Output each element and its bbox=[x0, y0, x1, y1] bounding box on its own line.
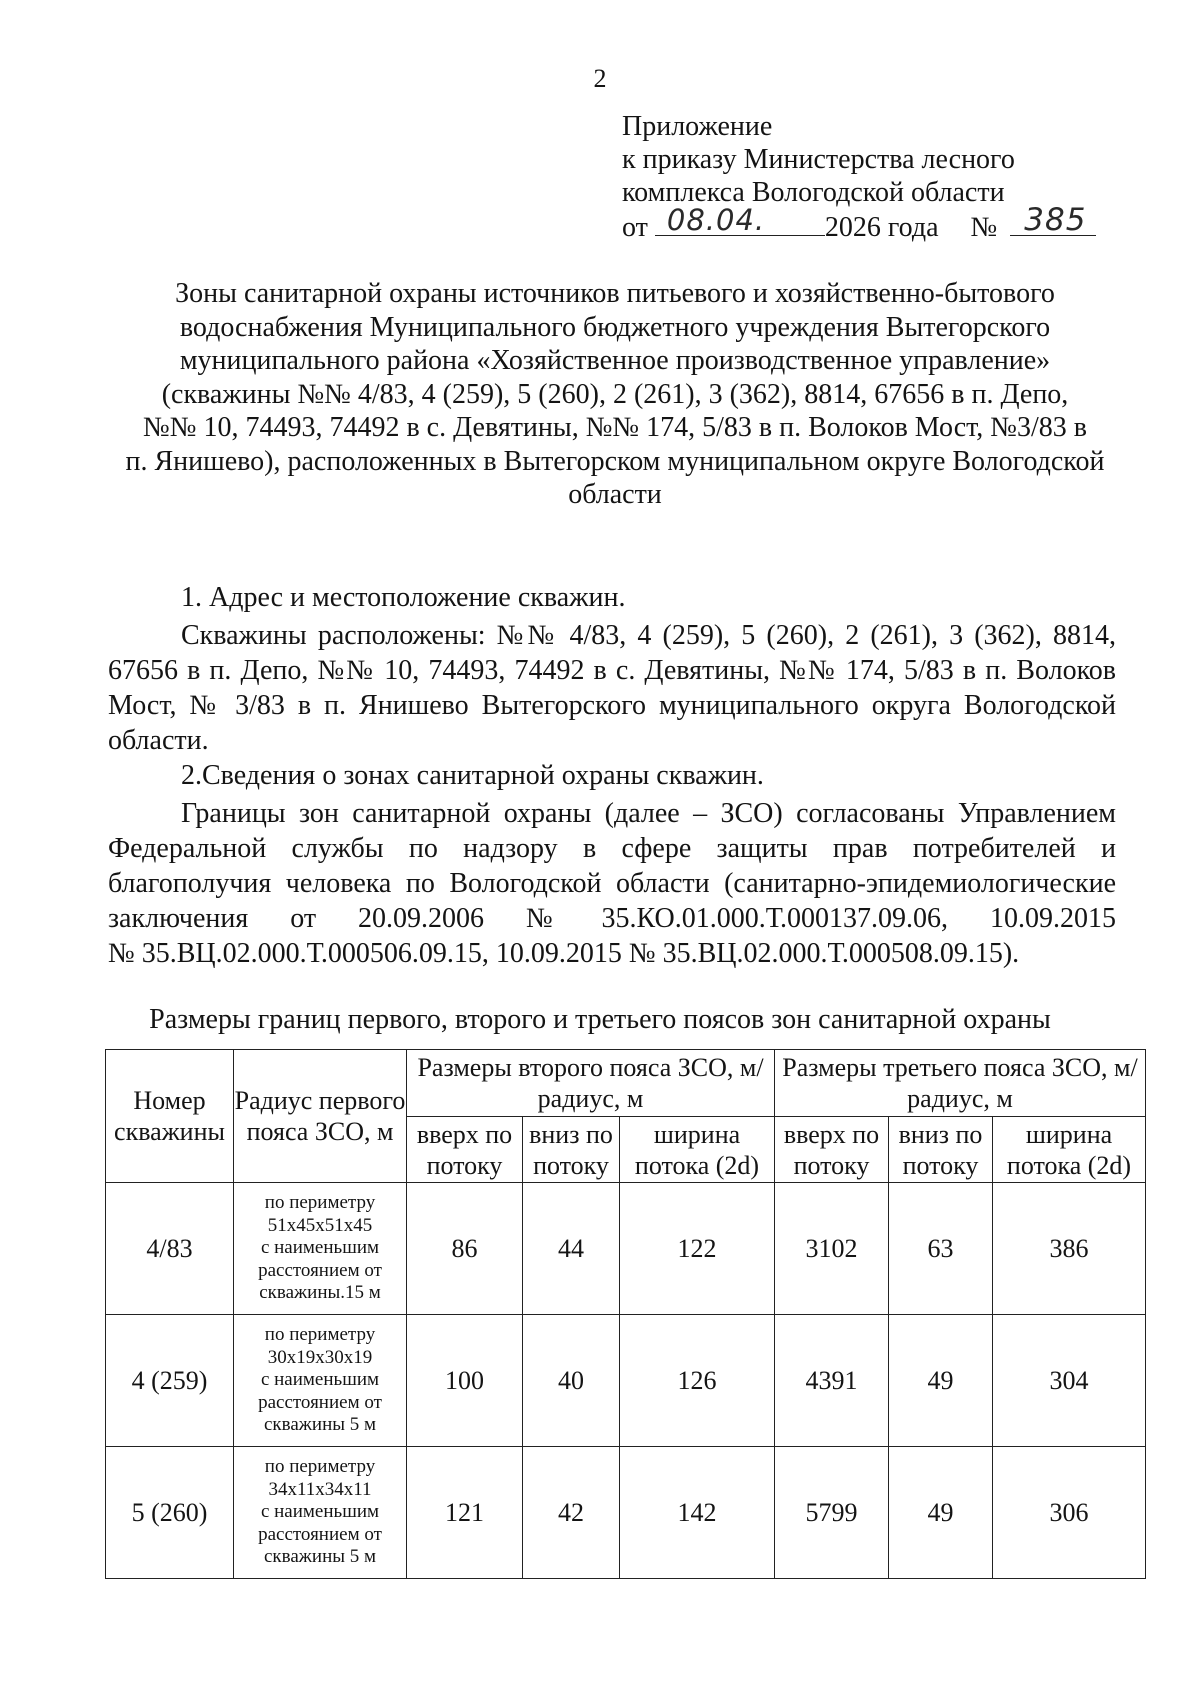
paragraph-line: № 35.ВЦ.02.000.Т.000506.09.15, 10.09.2015 № 35.ВЦ.02.000.Т.000508.09.15). bbox=[108, 938, 1020, 969]
cell-well: 4 (259) bbox=[106, 1315, 234, 1447]
title-line: №№ 10, 74493, 74492 в с. Девятины, №№ 174, 5/83 в п. Волоков Мост, №3/83 в bbox=[143, 412, 1087, 443]
paragraph-line: Границы зон санитарной охраны (далее – ЗСО) согласованы Управлением bbox=[181, 798, 1116, 829]
paragraph-line: Мост, № 3/83 в п. Янишево Вытегорского муниципального округа Вологодской bbox=[108, 690, 1116, 721]
header-second-belt: Размеры второго пояса ЗСО, м/радиус, м bbox=[407, 1050, 775, 1117]
cell-well: 4/83 bbox=[106, 1183, 234, 1315]
cell-down-3: 63 bbox=[889, 1183, 993, 1315]
title-line: муниципального района «Хозяйственное производственное управление» bbox=[179, 345, 1051, 376]
section1-heading-text: 1. Адрес и местоположение скважин. bbox=[181, 582, 626, 613]
year-text: 2026 года bbox=[824, 212, 939, 243]
title-line: п. Янишево), расположенных в Вытегорском муниципальном округе Вологодской bbox=[125, 445, 1105, 477]
header-up-stream-2: вверх по потоку bbox=[407, 1117, 523, 1183]
cell-line: по периметру bbox=[264, 1192, 376, 1214]
appendix-date-line bbox=[622, 202, 1096, 244]
cell-line: 30х19х30х19 bbox=[267, 1346, 373, 1368]
section2-heading bbox=[108, 758, 1116, 793]
paragraph-line: области. bbox=[108, 725, 209, 756]
header-stream-width-3: ширина потока (2d) bbox=[993, 1117, 1146, 1183]
paragraph-line: 67656 в п. Депо, №№ 10, 74493, 74492 в с. Девятины, №№ 174, 5/83 в п. Волоков bbox=[108, 655, 1116, 686]
cell-up-2: 121 bbox=[407, 1447, 523, 1579]
cell-up-3: 3102 bbox=[775, 1183, 889, 1315]
title-line: Зоны санитарной охраны источников питьевого и хозяйственно-бытового bbox=[175, 278, 1055, 309]
title-line: водоснабжения Муниципального бюджетного учреждения Вытегорского bbox=[179, 311, 1051, 343]
header-stream-width-2: ширина потока (2d) bbox=[620, 1117, 775, 1183]
table-row bbox=[106, 1183, 1146, 1315]
header-down-stream-2: вниз по потоку bbox=[523, 1117, 620, 1183]
header-up-stream-3: вверх по потоку bbox=[775, 1117, 889, 1183]
table-caption: Размеры границ первого, второго и третьего поясов зон санитарной охраны bbox=[149, 1004, 1051, 1035]
section2-heading-text: 2.Сведения о зонах санитарной охраны скважин. bbox=[181, 760, 764, 791]
paragraph-line: Скважины расположены: №№ 4/83, 4 (259), 5 (260), 2 (261), 3 (362), 8814, bbox=[181, 620, 1116, 651]
section1-paragraph bbox=[108, 618, 1116, 758]
cell-line: по периметру bbox=[264, 1324, 376, 1346]
cell-first-belt bbox=[234, 1183, 407, 1315]
paragraph-line: заключения от 20.09.2006 № 35.КО.01.000.Т.000137.09.06, 10.09.2015 bbox=[108, 903, 1116, 934]
cell-line: скважины.15 м bbox=[259, 1282, 381, 1304]
header-well-number: Номер скважины bbox=[106, 1050, 234, 1183]
number-sign: № bbox=[970, 212, 998, 243]
cell-well: 5 (260) bbox=[106, 1447, 234, 1579]
paragraph-line: благополучия человека по Вологодской области (санитарно-эпидемиологические bbox=[108, 868, 1116, 899]
title-line: области bbox=[568, 479, 662, 510]
appendix-ministry-line: комплекса Вологодской области bbox=[622, 177, 1005, 208]
section1-heading bbox=[108, 580, 1116, 615]
header-down-stream-3: вниз по потоку bbox=[889, 1117, 993, 1183]
table-row bbox=[106, 1447, 1146, 1579]
cell-width-3: 386 bbox=[993, 1183, 1146, 1315]
number-blank bbox=[1010, 202, 1096, 238]
appendix-title: Приложение bbox=[622, 111, 773, 142]
cell-width-2: 126 bbox=[620, 1315, 775, 1447]
cell-line: по периметру bbox=[264, 1456, 376, 1478]
cell-line: с наименьшим bbox=[260, 1501, 380, 1523]
cell-down-2: 40 bbox=[523, 1315, 620, 1447]
cell-line: скважины 5 м bbox=[263, 1546, 377, 1568]
section2-paragraph bbox=[108, 796, 1116, 971]
paragraph-line: Федеральной службы по надзору в сфере защиты прав потребителей и bbox=[108, 833, 1116, 864]
cell-up-2: 86 bbox=[407, 1183, 523, 1315]
cell-up-3: 4391 bbox=[775, 1315, 889, 1447]
zso-table bbox=[105, 1049, 1146, 1579]
cell-first-belt bbox=[234, 1447, 407, 1579]
table-row bbox=[106, 1315, 1146, 1447]
cell-line: расстоянием от bbox=[258, 1391, 382, 1413]
title-line: (скважины №№ 4/83, 4 (259), 5 (260), 2 (261), 3 (362), 8814, 67656 в п. Депо, bbox=[161, 378, 1069, 410]
cell-line: расстоянием от bbox=[258, 1259, 382, 1281]
date-blank bbox=[655, 203, 825, 237]
cell-width-3: 304 bbox=[993, 1315, 1146, 1447]
handwritten-date: 08.04. bbox=[666, 203, 766, 237]
cell-width-2: 122 bbox=[620, 1183, 775, 1315]
cell-line: с наименьшим bbox=[260, 1369, 380, 1391]
cell-first-belt bbox=[234, 1315, 407, 1447]
appendix-order-line: к приказу Министерства лесного bbox=[622, 144, 1015, 175]
cell-down-3: 49 bbox=[889, 1447, 993, 1579]
cell-up-2: 100 bbox=[407, 1315, 523, 1447]
cell-line: 34х11х34х11 bbox=[268, 1478, 372, 1500]
cell-width-2: 142 bbox=[620, 1447, 775, 1579]
cell-line: скважины 5 м bbox=[263, 1414, 377, 1436]
cell-down-3: 49 bbox=[889, 1315, 993, 1447]
cell-line: 51х45х51х45 bbox=[267, 1214, 373, 1236]
appendix-header bbox=[622, 110, 1096, 244]
cell-line: с наименьшим bbox=[260, 1237, 380, 1259]
header-first-belt-radius: Радиус первого пояса ЗСО, м bbox=[234, 1050, 407, 1183]
cell-down-2: 42 bbox=[523, 1447, 620, 1579]
cell-width-3: 306 bbox=[993, 1447, 1146, 1579]
cell-line: расстоянием от bbox=[258, 1523, 382, 1545]
cell-up-3: 5799 bbox=[775, 1447, 889, 1579]
cell-down-2: 44 bbox=[523, 1183, 620, 1315]
handwritten-number: 385 bbox=[1024, 202, 1087, 238]
from-prefix: от bbox=[622, 212, 648, 243]
header-third-belt: Размеры третьего пояса ЗСО, м/радиус, м bbox=[775, 1050, 1146, 1117]
document-title bbox=[90, 277, 1140, 512]
table-header-row bbox=[106, 1050, 1146, 1117]
page-number: 2 bbox=[593, 64, 607, 93]
